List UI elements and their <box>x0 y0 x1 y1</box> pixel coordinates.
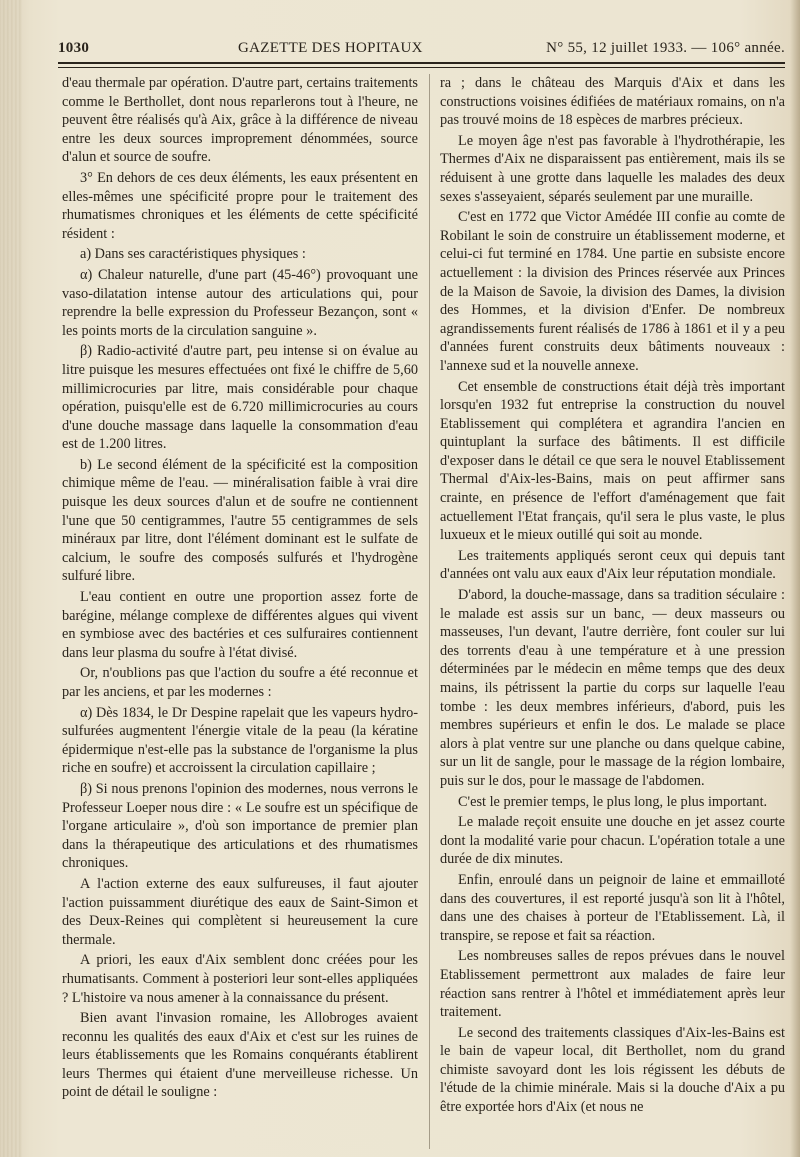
paragraph: Bien avant l'invasion romaine, les Allobroges avaient reconnu les qualités des eaux d'Aix et c'est sur les ruines de leurs établissements que les Romains conquérants établirent leurs Thermes qui étaient d'une merveilleuse richesse. Un point de détail le souligne : <box>62 1010 418 1101</box>
right-column <box>440 74 785 1149</box>
paragraph: A l'action externe des eaux sulfureuses, il faut ajouter l'action puissamment diurétique des eaux de Saint-Simon et des Deux-Reines qui complètent si heureusement la cure thermale. <box>62 875 418 948</box>
paragraph: Les traitements appliqués seront ceux qui depuis tant d'années ont valu aux eaux d'Aix leur réputation mondiale. <box>440 547 785 583</box>
paragraph: ra ; dans le château des Marquis d'Aix et dans les constructions voisines édifiées de matériaux romains, on n'a pas trouvé moins de 18 espèces de marbres précieux. <box>440 75 785 129</box>
left-column <box>62 74 418 1149</box>
running-header <box>58 36 785 62</box>
paragraph: L'eau contient en outre une proportion assez forte de barégine, mélange complexe de différentes algues qui vivent en symbiose avec des bactéries et ces sulfuraires contiennent dans leur plasma du soufre à l'état divisé. <box>62 589 418 661</box>
paragraph: b) Le second élément de la spécificité est la composition chimique même de l'eau. — minéralisation faible à vrai dire puisque les deux sources d'alun et de soufre ne contiennent l'une que 50 centigrammes, l'autre 55 centigrammes de sels minéraux par litre, dont l'élément dominant est le sulfate de calcium, le soufre des composés sulfurés et l'hydrogène sulfuré libre. <box>62 456 418 585</box>
column-divider <box>429 74 430 1149</box>
paragraph: β) Radio-activité d'autre part, peu intense si on évalue au litre puisque les mesures effectuées ont fixé le chiffre de 5,60 millimicrocuries par litre, mais considérable pour chaque opération, puisqu'elle est de 6.720 millimicrocuries au cours d'une douche massage dans laquelle la consommation d'eau est de 1.200 litres. <box>62 343 418 453</box>
paragraph: α) Dès 1834, le Dr Despine rapelait que les vapeurs hydro-sulfurées augmentent l'énergie vitale de la peau (la kératine épidermique n'est-elle pas la substance de l'organisme la plus riche en soufre) et accroissent la circulation capillaire ; <box>62 704 418 777</box>
paragraph: A priori, les eaux d'Aix semblent donc créées pour les rhumatisants. Comment à posteriori leur sont-elles appliquées ? L'histoire va nous amener à la connaissance du présent. <box>62 952 418 1006</box>
header-rule-thin <box>58 67 785 68</box>
page-number: 1030 <box>58 40 90 56</box>
paragraph: D'abord, la douche-massage, dans sa tradition séculaire : le malade est assis sur un banc, — deux masseurs ou masseuses, l'un devant, l'autre derrière, font couler sur lui des torrents d'eau à une température et à une pression déterminées par le médecin en même temps que des deux mains, ils pétrissent la partie du corps sur laquelle l'eau tombe : les deux membres inférieurs, d'abord, puis les membres supérieurs et enfin le dos. Le malade se place alors à plat ventre sur une planche ou dans quelque cabine, sur un lit de sangle, pour le massage de la région lombaire, puis sur le dos, pour le massage de l'abdomen. <box>440 587 785 789</box>
page-binding-edge <box>0 0 22 1157</box>
paragraph: α) Chaleur naturelle, d'une part (45-46°) provoquant une vaso-dilatation intense autour des articulations qui, pour reprendre la belle expression du Professeur Bezançon, sont « les points morts de la circulation sanguine ». <box>62 266 418 339</box>
paragraph: Les nombreuses salles de repos prévues dans le nouvel Etablissement permettront aux malades de faire leur réaction sans rentrer à l'hôtel et immédiatement après leur traitement. <box>440 948 785 1021</box>
paragraph: Le moyen âge n'est pas favorable à l'hydrothérapie, les Thermes d'Aix ne disparaissent pas entièrement, mais ils se réduisent à une grotte dans laquelle les malades des deux sexes s'asseyaient, séparés seulement par une muraille. <box>440 132 785 205</box>
journal-title: GAZETTE DES HOPITAUX <box>238 40 423 56</box>
paragraph: C'est en 1772 que Victor Amédée III confie au comte de Robilant le soin de construire un établissement moderne, et celui-ci fut terminé en 1784. Une partie en subsiste encore actuellement : la division des Princes réservée aux Princes de la Maison de Savoie, la division des Dames, la division des Hommes, et la division d'Enfer. De nombreux agrandissements furent réalisés de 1786 à 1861 et il y a peu d'années furent construits deux bâtiments nouveaux : l'annexe sud et la nouvelle annexe. <box>440 209 785 374</box>
paragraph: C'est le premier temps, le plus long, le plus important. <box>458 793 768 810</box>
paragraph: d'eau thermale par opération. D'autre part, certains traitements comme le Berthollet, dont nous reparlerons tout à l'heure, ne peuvent être réalisés qu'à Aix, grâce à la différence de niveau entre les deux sources improprement dénommées, source d'alun et source de soufre. <box>62 75 418 166</box>
issue-info: N° 55, 12 juillet 1933. — 106° année. <box>546 40 785 56</box>
paragraph: a) Dans ses caractéristiques physiques : <box>80 246 306 263</box>
paragraph: Le malade reçoit ensuite une douche en jet assez courte dont la modalité varie pour chacun. L'opération totale a une durée de dix minutes. <box>440 814 785 868</box>
paragraph: Or, n'oublions pas que l'action du soufre a été reconnue et par les anciens, et par les modernes : <box>62 665 418 700</box>
paragraph: Enfin, enroulé dans un peignoir de laine et emmailloté dans des couvertures, il est reporté jusqu'à son lit à l'hôtel, dans une des chaises à porteur de l'Etablissement. Là, il transpire, se repose et fait sa réaction. <box>440 871 785 944</box>
header-rule <box>58 62 785 64</box>
paragraph: Cet ensemble de constructions était déjà très important lorsqu'en 1932 fut entreprise la construction du nouvel Etablissement qui complétera et agrandira l'ancien en quintuplant la surface des bâtiments. Il est difficile d'exposer dans le détail ce que sera le nouvel Etablissement Thermal d'Aix-les-Bains, mais on peut affirmer sans crainte, en présence de l'effort d'aménagement que fait actuellement l'Etat français, qu'il sera le plus vaste, le plus luxueux et le mieux outillé qui soit au monde. <box>440 378 785 544</box>
paragraph: 3° En dehors de ces deux éléments, les eaux présentent en elles-mêmes une spécificité propre pour le traitement des rhumatismes chroniques et les éléments de cette spécificité résident : <box>62 169 418 242</box>
paragraph: Le second des traitements classiques d'Aix-les-Bains est le bain de vapeur local, dit Berthollet, nom du grand chimiste savoyard dont les lois régissent les débuts de l'étude de la chimie minérale. Mais si la douche d'Aix a pu être exportée hors d'Aix (et nous ne <box>440 1024 785 1116</box>
paragraph: β) Si nous prenons l'opinion des modernes, nous verrons le Professeur Loeper nous dire : « Le soufre est un spécifique de l'organe articulaire », d'où son importance de premier plan dans la thérapeutique des articulations et des rhumatismes chroniques. <box>62 780 418 872</box>
